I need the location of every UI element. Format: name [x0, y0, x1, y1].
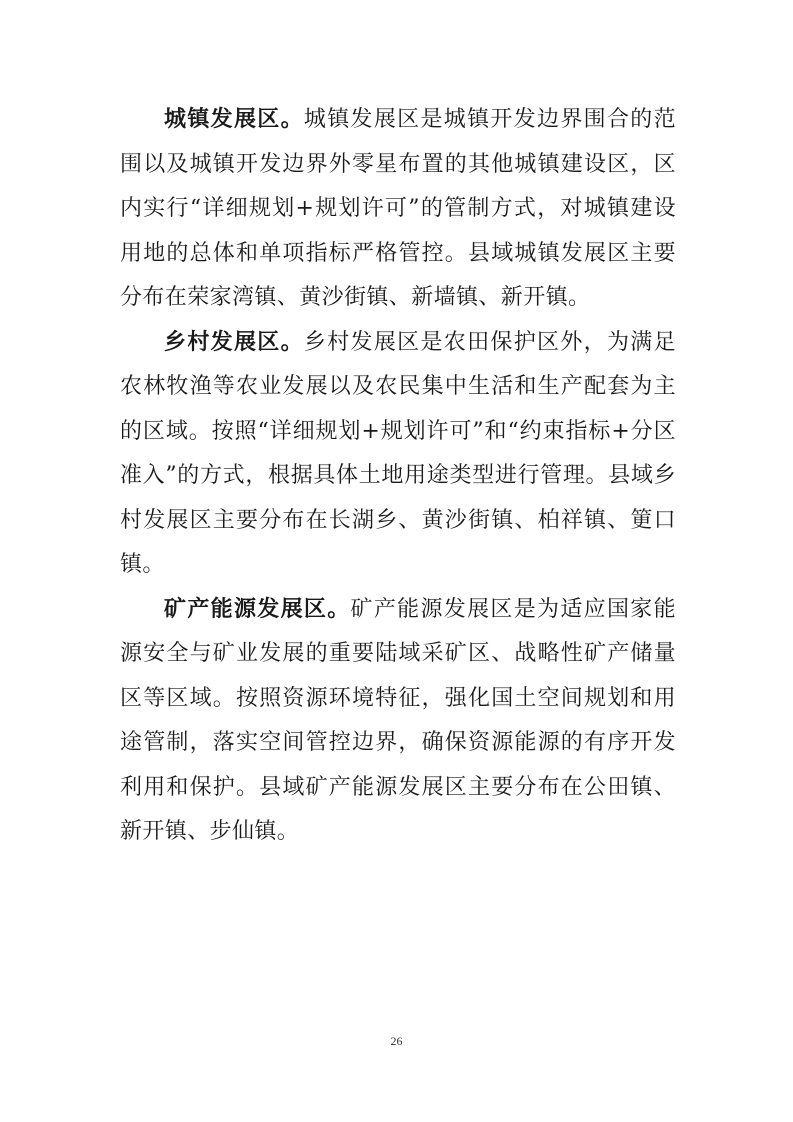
paragraph-body: 矿产能源发展区是为适应国家能源安全与矿业发展的重要陆域采矿区、战略性矿产储量区等区域。按照资源环境特征，强化国土空间规划和用途管制，落实空间管控边界，确保资源能源的有序开发利用和保护。县域矿产能源发展区主要分布在公田镇、新开镇、步仙镇。: [120, 596, 676, 844]
paragraph-rural-development-zone: [120, 321, 676, 588]
paragraph-urban-development-zone: [120, 98, 676, 321]
paragraph-heading: 矿产能源发展区。: [164, 596, 351, 622]
body-text: [120, 98, 676, 855]
paragraph-body: 乡村发展区是农田保护区外，为满足农林牧渔等农业发展以及农民集中生活和生产配套为主的区域。按照“详细规划+规划许可”和“约束指标+分区准入”的方式，根据具体土地用途类型进行管理。县域乡村发展区主要分布在长湖乡、黄沙街镇、柏祥镇、筻口镇。: [120, 329, 676, 577]
paragraph-heading: 城镇发展区。: [164, 107, 304, 132]
page-number: 26: [390, 1034, 403, 1048]
paragraph-mineral-energy-zone: [120, 588, 676, 855]
paragraph-body: 城镇发展区是城镇开发边界围合的范围以及城镇开发边界外零星布置的其他城镇建设区，区内实行“详细规划+规划许可”的管制方式，对城镇建设用地的总体和单项指标严格管控。县域城镇发展区主要分布在荣家湾镇、黄沙街镇、新墙镇、新开镇。: [120, 107, 676, 310]
paragraph-heading: 乡村发展区。: [164, 329, 304, 355]
